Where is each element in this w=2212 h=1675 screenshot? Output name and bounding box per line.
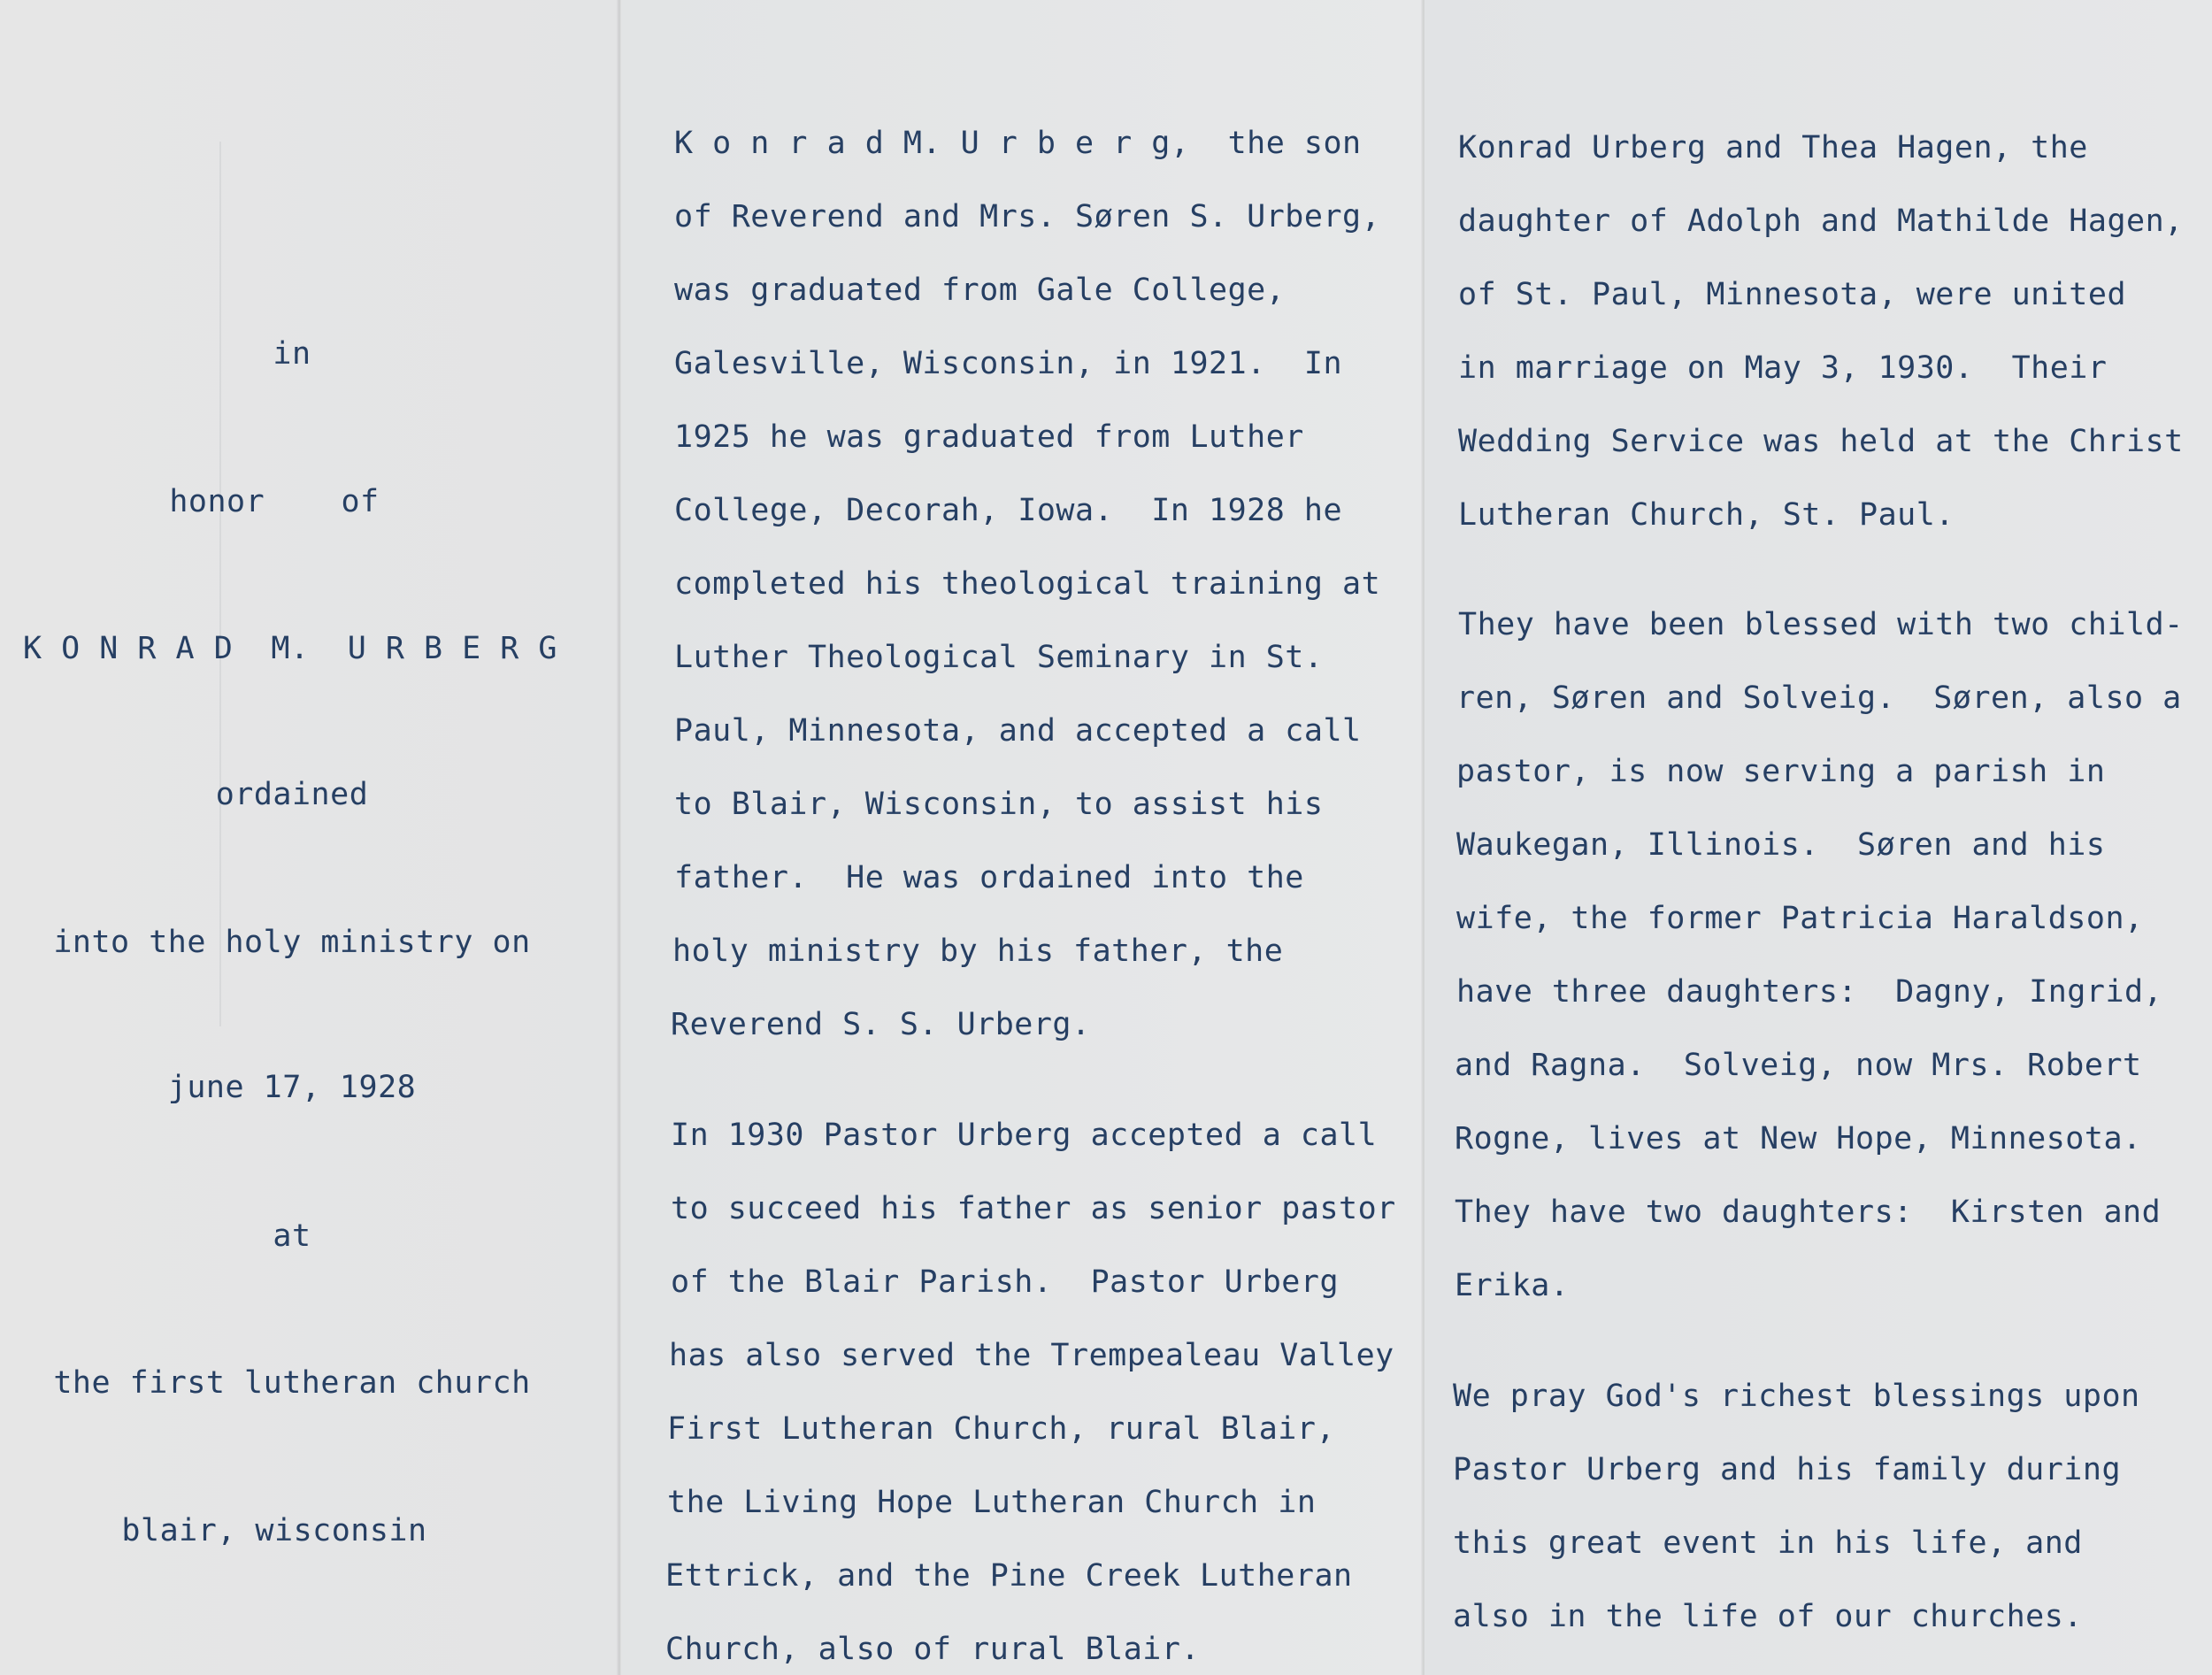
text-line: College, Decorah, Iowa. In 1928 he	[674, 493, 1343, 528]
text-line: Lutheran Church, St. Paul.	[1458, 497, 1955, 533]
text-line: Ettrick, and the Pine Creek Lutheran	[665, 1558, 1353, 1594]
text-line: ren, Søren and Solveig. Søren, also a	[1456, 680, 2182, 716]
text-line: completed his theological training at	[674, 566, 1381, 602]
text-line: We pray God's richest blessings upon	[1453, 1379, 2140, 1414]
text-in: in	[273, 336, 311, 372]
text-line: Luther Theological Seminary in St.	[674, 640, 1324, 675]
text-line: First Lutheran Church, rural Blair,	[667, 1411, 1336, 1447]
text-ministry: into the holy ministry on	[53, 925, 531, 960]
text-line: Pastor Urberg and his family during	[1453, 1452, 2122, 1487]
text-line: 1925 he was graduated from Luther	[674, 419, 1304, 455]
text-ordained: ordained	[215, 777, 369, 812]
text-line: They have two daughters: Kirsten and	[1455, 1195, 2162, 1230]
text-line: holy ministry by his father, the	[672, 934, 1284, 969]
show-through-mark	[219, 142, 221, 1026]
honoree-name: K O N R A D M. U R B E R G	[22, 631, 557, 666]
text-line: also in the life of our churches.	[1453, 1599, 2083, 1634]
text-line: Paul, Minnesota, and accepted a call	[674, 713, 1362, 749]
text-line: daughter of Adolph and Mathilde Hagen,	[1458, 204, 2184, 239]
ordination-date: june 17, 1928	[167, 1070, 417, 1105]
text-line: In 1930 Pastor Urberg accepted a call	[671, 1118, 1378, 1153]
text-line: Erika.	[1455, 1268, 1570, 1303]
text-line: Waukegan, Illinois. Søren and his	[1456, 827, 2106, 863]
text-line: this great event in his life, and	[1453, 1525, 2083, 1561]
text-line: Galesville, Wisconsin, in 1921. In	[674, 346, 1343, 381]
church-location: blair, wisconsin	[121, 1513, 427, 1548]
text-line: to Blair, Wisconsin, to assist his	[674, 787, 1324, 822]
text-line: has also served the Trempealeau Valley	[669, 1338, 1394, 1373]
church-name: the first lutheran church	[53, 1365, 531, 1401]
text-line: Konrad Urberg and Thea Hagen, the	[1458, 130, 2088, 165]
text-line: father. He was ordained into the	[674, 860, 1304, 895]
text-line: in marriage on May 3, 1930. Their	[1458, 350, 2108, 386]
text-line: They have been blessed with two child-	[1458, 607, 2184, 642]
text-line: was graduated from Gale College,	[674, 273, 1286, 308]
text-at: at	[273, 1218, 311, 1254]
text-line: the Living Hope Lutheran Church in	[667, 1485, 1317, 1520]
text-line: to succeed his father as senior pastor	[671, 1191, 1396, 1226]
middle-panel	[621, 0, 1425, 1675]
text-line: Reverend S. S. Urberg.	[671, 1007, 1091, 1042]
left-panel	[0, 0, 621, 1675]
text-line: and Ragna. Solveig, now Mrs. Robert	[1455, 1048, 2142, 1083]
text-line: K o n r a d M. U r b e r g, the son	[674, 126, 1362, 161]
text-line: of the Blair Parish. Pastor Urberg	[671, 1264, 1340, 1300]
text-line: pastor, is now serving a parish in	[1456, 754, 2106, 789]
text-line: have three daughters: Dagny, Ingrid,	[1456, 974, 2163, 1010]
text-line: Rogne, lives at New Hope, Minnesota.	[1455, 1121, 2142, 1156]
text-honor-of: honor of	[169, 484, 380, 519]
text-line: Church, also of rural Blair.	[665, 1632, 1201, 1667]
text-line: wife, the former Patricia Haraldson,	[1456, 901, 2144, 936]
text-line: of St. Paul, Minnesota, were united	[1458, 277, 2127, 312]
right-panel	[1425, 0, 2212, 1675]
text-line: of Reverend and Mrs. Søren S. Urberg,	[674, 199, 1381, 234]
text-line: Wedding Service was held at the Christ	[1458, 424, 2184, 459]
